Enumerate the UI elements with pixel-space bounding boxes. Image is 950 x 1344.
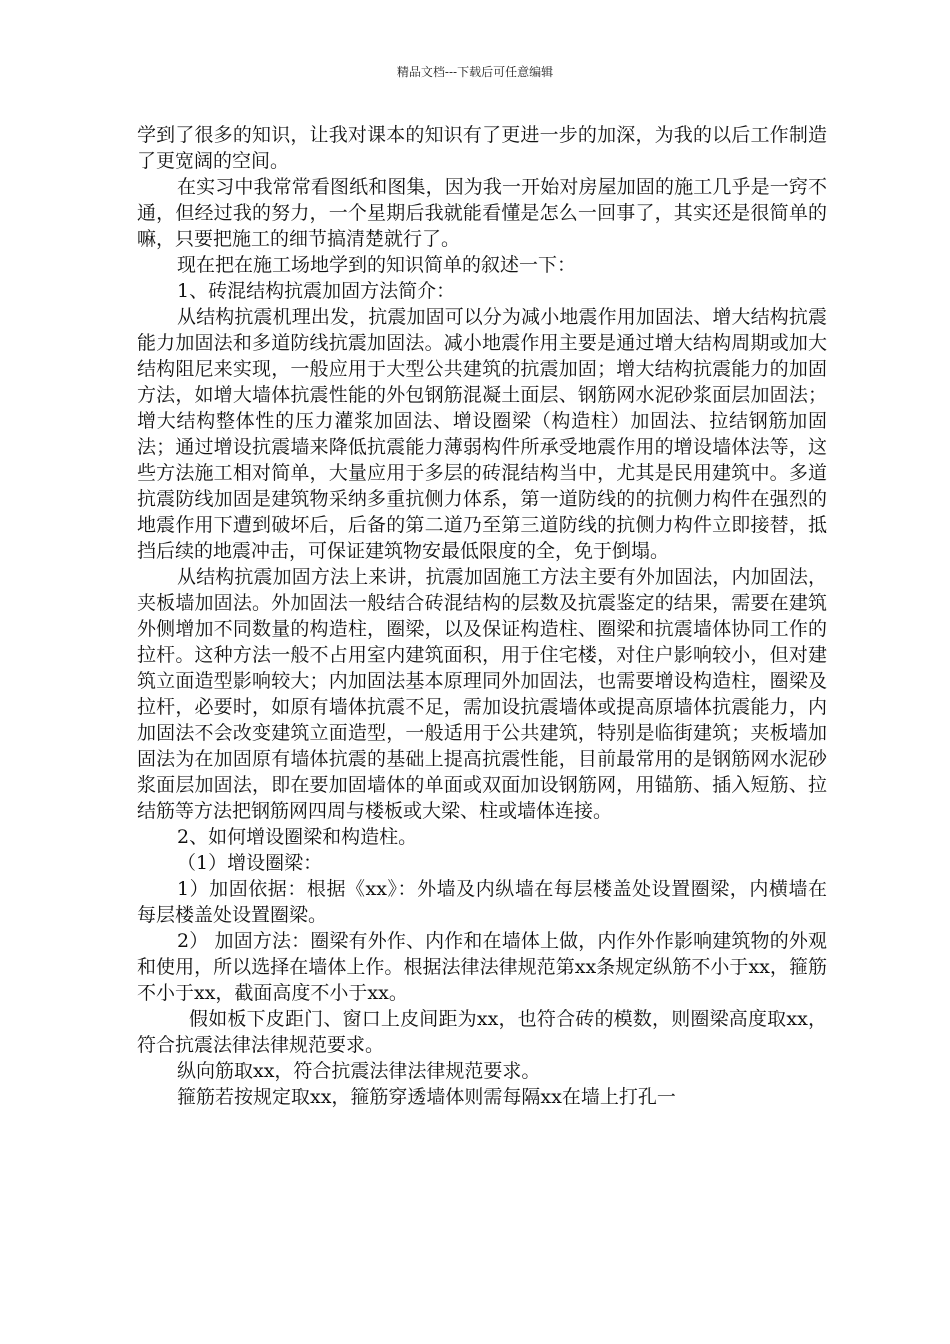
paragraph: 学到了很多的知识，让我对课本的知识有了更进一步的加深，为我的以后工作制造了更宽阔的空间。	[137, 124, 827, 172]
paragraph: 1）加固依据：根据《xx》：外墙及内纵墙在每层楼盖处设置圈梁，内横墙在每层楼盖处设置圈梁。	[137, 878, 827, 926]
section-heading: 1、砖混结构抗震加固方法简介：	[177, 280, 456, 302]
paragraph: 纵向筋取xx，符合抗震法律法律规范要求。	[177, 1060, 541, 1082]
paragraph: 从结构抗震机理出发，抗震加固可以分为减小地震作用加固法、增大结构抗震能力加固法和多道防线抗震加固法。减小地震作用主要是通过增大结构周期或加大结构阻尼来实现，一般应用于大型公共建筑的抗震加固；增大结构抗震能力的加固方法，如增大墙体抗震性能的外包钢筋混凝土面层、钢筋网水泥砂浆面层加固法；增大结构整体性的压力灌浆加固法、增设圈梁（构造柱）加固法、拉结钢筋加固法；通过增设抗震墙来降低抗震能力薄弱构件所承受地震作用的增设墙体法等，这些方法施工相对简单，大量应用于多层的砖混结构当中，尤其是民用建筑中。多道抗震防线加固是建筑物采纳多重抗侧力体系，第一道防线的的抗侧力构件在强烈的地震作用下遭到破坏后，后备的第二道乃至第三道防线的抗侧力构件立即接替，抵挡后续的地震冲击，可保证建筑物安最低限度的全，免于倒塌。	[137, 306, 827, 562]
paragraph: 在实习中我常常看图纸和图集，因为我一开始对房屋加固的施工几乎是一窍不通，但经过我的努力，一个星期后我就能看懂是怎么一回事了，其实还是很简单的嘛，只要把施工的细节搞清楚就行了。	[137, 176, 827, 250]
page-header: 精品文档---下载后可任意编辑	[396, 65, 554, 79]
paragraph: 假如板下皮距门、窗口上皮间距为xx，也符合砖的模数，则圈梁高度取xx，符合抗震法律法律规范要求。	[137, 1008, 827, 1056]
paragraph: 从结构抗震加固方法上来讲，抗震加固施工方法主要有外加固法，内加固法，夹板墙加固法。外加固法一般结合砖混结构的层数及抗震鉴定的结果，需要在建筑外侧增加不同数量的构造柱，圈梁，以及保证构造柱、圈梁和抗震墙体协同工作的拉杆。这种方法一般不占用室内建筑面积，用于住宅楼，对住户影响较小，但对建筑立面造型影响较大；内加固法基本原理同外加固法，也需要增设构造柱，圈梁及拉杆，必要时，如原有墙体抗震不足，需加设抗震墙体或提高原墙体抗震能力，内加固法不会改变建筑立面造型，一般适用于公共建筑，特别是临街建筑；夹板墙加固法为在加固原有墙体抗震的基础上提高抗震性能，目前最常用的是钢筋网水泥砂浆面层加固法，即在要加固墙体的单面或双面加设钢筋网，用锚筋、插入短筋、拉结筋等方法把钢筋网四周与楼板或大梁、柱或墙体连接。	[137, 566, 827, 822]
paragraph: 箍筋若按规定取xx，箍筋穿透墙体则需每隔xx在墙上打孔一	[177, 1086, 676, 1108]
paragraph: 2） 加固方法：圈梁有外作、内作和在墙体上做，内作外作影响建筑物的外观和使用，所以选择在墙体上作。根据法律法律规范第xx条规定纵筋不小于xx，箍筋不小于xx，截面高度不小于xx。	[137, 930, 827, 1004]
document-body	[137, 122, 827, 1110]
subsection-heading: （1）增设圈梁：	[177, 852, 323, 874]
paragraph: 现在把在施工场地学到的知识简单的叙述一下：	[177, 254, 577, 276]
section-heading: 2、如何增设圈梁和构造柱。	[177, 826, 418, 848]
